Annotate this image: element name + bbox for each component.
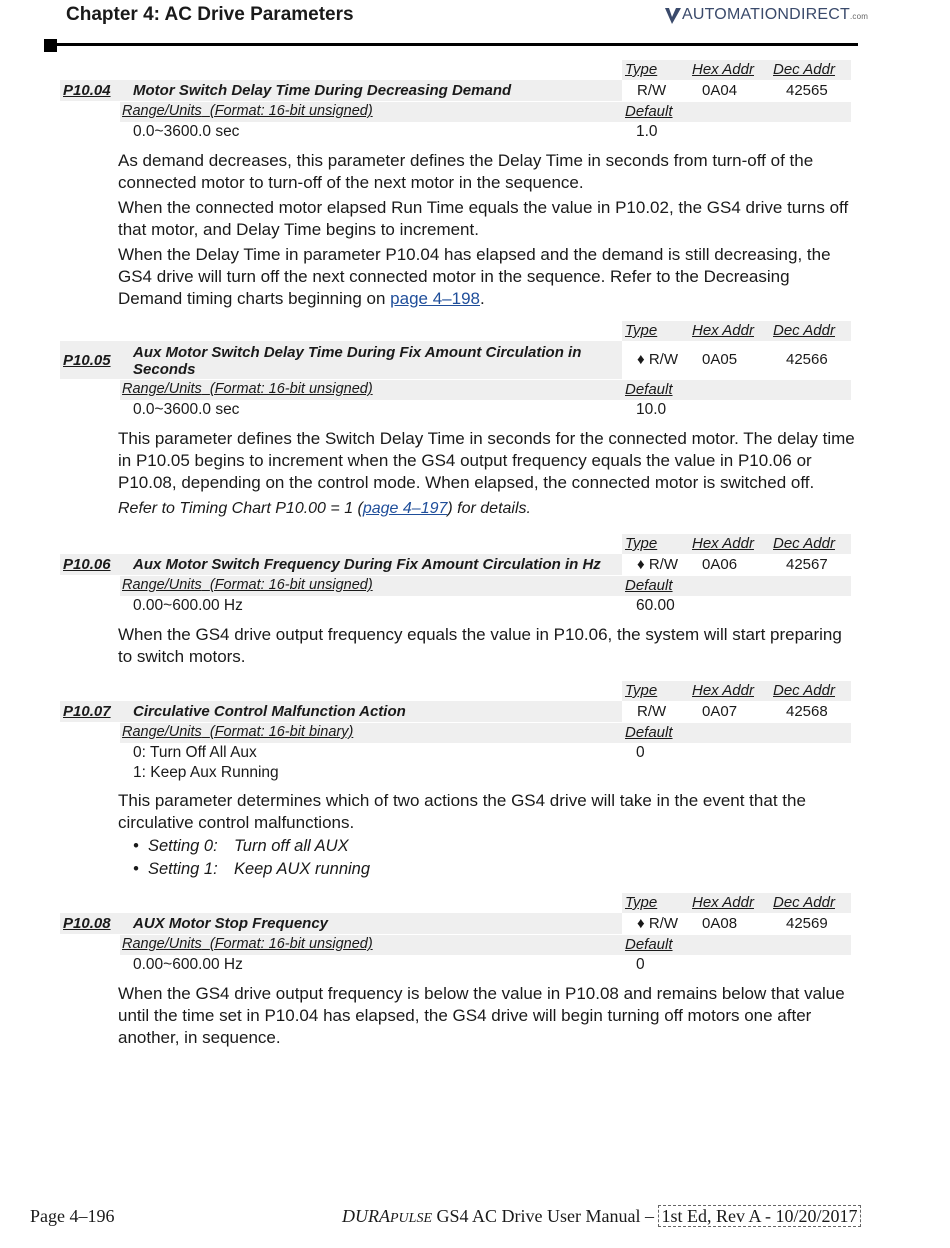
param-description-p10-06 [118, 624, 858, 668]
param-description-p10-04 [118, 150, 858, 310]
default-value: 60.00 [636, 597, 675, 614]
param-id: P10.04 [63, 82, 111, 99]
range-value: 0.0~3600.0 sec [133, 401, 240, 418]
param-name: Circulative Control Malfunction Action [133, 703, 406, 720]
range-units-label: Range/Units (Format: 16-bit unsigned) [122, 936, 373, 952]
range-value: 1: Keep Aux Running [133, 764, 279, 781]
param-header-row [622, 321, 851, 341]
dec-addr-label: Dec Addr [773, 61, 835, 78]
type-label: Type [625, 61, 658, 78]
param-description-p10-07 [118, 790, 858, 834]
param-name: Motor Switch Delay Time During Decreasing Demand [133, 82, 512, 99]
type-label: Type [625, 535, 658, 552]
page-link[interactable]: page 4–198 [390, 289, 480, 308]
default-value: 0 [636, 744, 645, 761]
bullet-item: • Setting 0: Turn off all AUX [133, 837, 349, 855]
type-label: Type [625, 682, 658, 699]
param-hex-addr: 0A07 [702, 703, 738, 720]
default-value: 1.0 [636, 123, 658, 140]
range-units-label: Range/Units (Format: 16-bit binary) [122, 724, 354, 740]
range-value: 0: Turn Off All Aux [133, 744, 257, 761]
range-row [120, 723, 851, 743]
default-label: Default [625, 724, 673, 741]
bullet-item: • Setting 1: Keep AUX running [133, 860, 371, 878]
param-hex-addr: 0A04 [702, 82, 738, 99]
param-dec-addr: 42569 [786, 915, 828, 932]
param-name: AUX Motor Stop Frequency [133, 915, 329, 932]
param-hex-addr: 0A06 [702, 556, 738, 573]
brand-name: DURAPULSE [342, 1206, 432, 1226]
param-type: R/W [637, 82, 667, 99]
param-name: Aux Motor Switch Delay Time During Fix Amount Circulation in Seconds [133, 344, 582, 378]
logo-check-icon [664, 6, 682, 26]
automationdirect-logo[interactable] [664, 5, 869, 27]
param-header-row [622, 534, 851, 554]
param-type: ♦ R/W [637, 351, 678, 368]
range-units-label: Range/Units (Format: 16-bit unsigned) [122, 577, 373, 593]
param-name: Aux Motor Switch Frequency During Fix Amount Circulation in Hz [133, 556, 601, 573]
param-id: P10.06 [63, 556, 111, 573]
settings-bullet-list [133, 835, 370, 881]
param-title-row [60, 913, 851, 934]
default-label: Default [625, 936, 673, 953]
default-label: Default [625, 381, 673, 398]
header-rule-marker [44, 39, 57, 52]
param-type: ♦ R/W [637, 556, 678, 573]
description-paragraph: This parameter defines the Switch Delay Time in seconds for the connected motor. The delay time in P10.05 begins to increment when the GS4 output frequency equals the value in P10.06 or P10.08, depending on the control mode. When elapsed, the connected motor is switched off. [118, 429, 855, 492]
param-type: R/W [637, 703, 667, 720]
default-value: 0 [636, 956, 645, 973]
timing-chart-note: Refer to Timing Chart P10.00 = 1 (page 4–197) for details. [118, 500, 531, 517]
param-hex-addr: 0A08 [702, 915, 738, 932]
param-id: P10.07 [63, 703, 111, 720]
logo-wordmark: AUTOMATIONDIRECT.com [682, 6, 869, 23]
chapter-title: Chapter 4: AC Drive Parameters [66, 4, 354, 25]
param-id: P10.08 [63, 915, 111, 932]
default-label: Default [625, 103, 673, 120]
hex-addr-label: Hex Addr [692, 535, 754, 552]
hex-addr-label: Hex Addr [692, 682, 754, 699]
param-title-row [60, 341, 851, 379]
manual-name: GS4 AC Drive User Manual – [436, 1206, 654, 1226]
hex-addr-label: Hex Addr [692, 61, 754, 78]
param-dec-addr: 42565 [786, 82, 828, 99]
range-value: 0.00~600.00 Hz [133, 597, 243, 614]
param-hex-addr: 0A05 [702, 351, 738, 368]
range-value: 0.00~600.00 Hz [133, 956, 243, 973]
param-header-row [622, 60, 851, 80]
default-label: Default [625, 577, 673, 594]
param-header-row [622, 893, 851, 913]
description-paragraph: When the Delay Time in parameter P10.04 has elapsed and the demand is still decreasing, the GS4 drive will turn off the next connected motor in the sequence. Refer to the Decreasing Demand timing charts beginning on page 4–198. [118, 245, 831, 308]
description-paragraph: This parameter determines which of two actions the GS4 drive will take in the event that the circulative control malfunctions. [118, 791, 806, 832]
range-units-label: Range/Units (Format: 16-bit unsigned) [122, 381, 373, 397]
range-row [120, 102, 851, 122]
page-link[interactable]: page 4–197 [362, 500, 448, 517]
header-rule [44, 43, 858, 46]
param-title-row [60, 80, 851, 101]
range-row [120, 935, 851, 955]
param-dec-addr: 42567 [786, 556, 828, 573]
default-value: 10.0 [636, 401, 667, 418]
dec-addr-label: Dec Addr [773, 535, 835, 552]
param-title-row [60, 701, 851, 722]
description-paragraph: As demand decreases, this parameter defines the Delay Time in seconds from turn-off of the connected motor to turn-off of the next motor in the sequence. [118, 151, 814, 192]
description-paragraph: When the connected motor elapsed Run Time equals the value in P10.02, the GS4 drive turns off that motor, and Delay Time begins to increment. [118, 198, 849, 239]
dec-addr-label: Dec Addr [773, 894, 835, 911]
footer-page-number: Page 4–196 [30, 1206, 115, 1226]
param-header-row [622, 681, 851, 701]
param-id: P10.05 [63, 352, 111, 369]
dec-addr-label: Dec Addr [773, 322, 835, 339]
range-units-label: Range/Units (Format: 16-bit unsigned) [122, 103, 373, 119]
param-description-p10-08 [118, 983, 858, 1049]
description-paragraph: When the GS4 drive output frequency equals the value in P10.06, the system will start preparing to switch motors. [118, 625, 842, 666]
range-row [120, 576, 851, 596]
type-label: Type [625, 322, 658, 339]
param-title-row [60, 554, 851, 575]
hex-addr-label: Hex Addr [692, 894, 754, 911]
param-dec-addr: 42566 [786, 351, 828, 368]
description-paragraph: When the GS4 drive output frequency is below the value in P10.08 and remains below that value until the time set in P10.04 has elapsed, the GS4 drive will begin turning off motors one after another, in sequence. [118, 984, 845, 1047]
hex-addr-label: Hex Addr [692, 322, 754, 339]
type-label: Type [625, 894, 658, 911]
edition-box: 1st Ed, Rev A - 10/20/2017 [658, 1205, 860, 1227]
dec-addr-label: Dec Addr [773, 682, 835, 699]
range-row [120, 380, 851, 400]
footer-manual-title [342, 1206, 861, 1227]
param-dec-addr: 42568 [786, 703, 828, 720]
param-description-p10-05 [118, 428, 858, 520]
param-type: ♦ R/W [637, 915, 678, 932]
range-value: 0.0~3600.0 sec [133, 123, 240, 140]
